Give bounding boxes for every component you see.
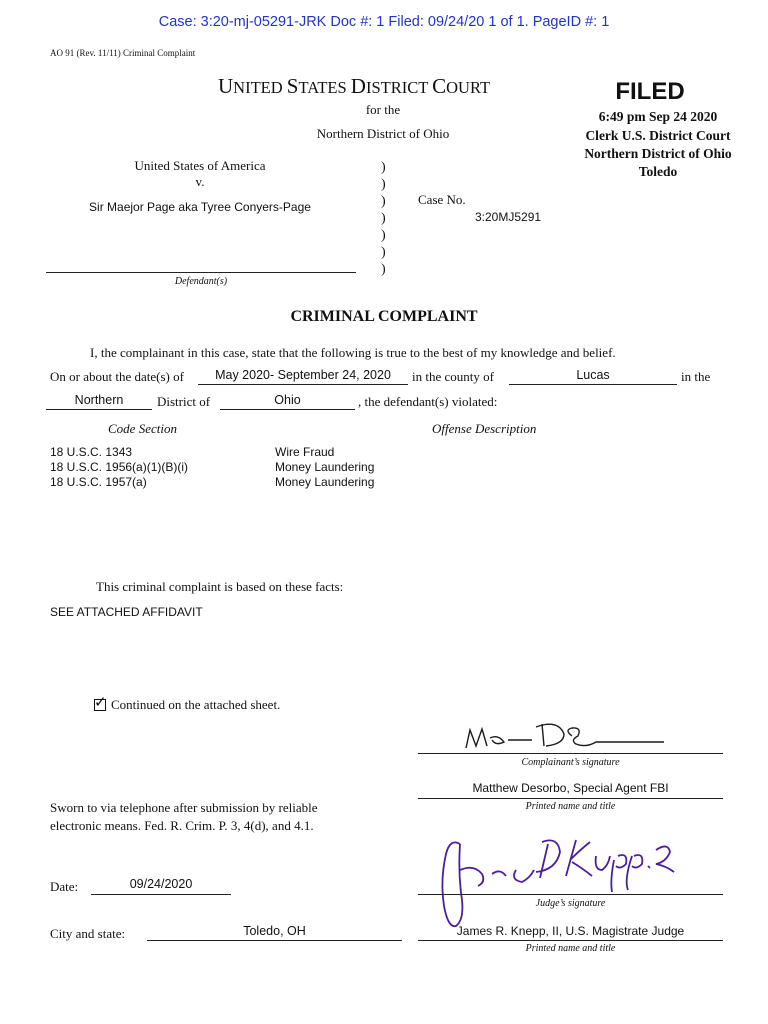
date-range-label: On or about the date(s) of <box>50 369 184 384</box>
paren-4: ) <box>381 211 386 226</box>
judge-signature-label: Judge’s signature <box>535 898 606 909</box>
court-district: Northern District of Ohio <box>316 126 450 141</box>
district-region-line <box>46 409 152 410</box>
filed-stamp <box>558 78 758 180</box>
complainant-signature-line <box>418 753 723 754</box>
offense-desc: Money Laundering <box>275 475 375 489</box>
checkmark-icon: ✓ <box>94 693 107 711</box>
court-title-rest: NITED <box>233 78 287 97</box>
court-title-rest: OURT <box>446 78 491 97</box>
paren-1: ) <box>381 160 386 175</box>
court-title-rest: TATES <box>298 78 351 97</box>
sworn-line-2: electronic means. Fed. R. Crim. P. 3, 4(d), and 4.1. <box>50 818 314 833</box>
district-region-value: Northern <box>74 393 124 407</box>
paren-6: ) <box>381 245 386 260</box>
paren-2: ) <box>381 177 386 192</box>
case-no-label: Case No. <box>418 192 466 207</box>
complainant-printed-label: Printed name and title <box>525 801 616 812</box>
county-label: in the county of <box>412 369 494 384</box>
filed-label: FILED <box>615 78 685 105</box>
code-section-header: Code Section <box>108 421 177 436</box>
court-title-initial: S <box>286 74 299 98</box>
continued-checkbox[interactable] <box>94 693 107 711</box>
judge-name-line <box>418 940 723 941</box>
paren-3: ) <box>381 194 386 209</box>
date-line <box>91 894 231 895</box>
versus-label: v. <box>195 174 205 189</box>
court-title-rest: ISTRICT <box>365 78 433 97</box>
defendant-label: Defendant(s) <box>174 276 228 287</box>
paren-5: ) <box>381 228 386 243</box>
state-line <box>220 409 355 410</box>
offense-code: 18 U.S.C. 1343 <box>50 445 133 459</box>
defendant-name: Sir Maejor Page aka Tyree Conyers-Page <box>89 200 311 214</box>
case-no-value: 3:20MJ5291 <box>475 210 542 224</box>
court-title-initial: D <box>350 74 366 98</box>
judge-signature <box>430 830 680 938</box>
in-the-label: in the <box>681 369 711 384</box>
date-range-value: May 2020- September 24, 2020 <box>215 368 391 382</box>
sworn-line-1: Sworn to via telephone after submission by reliable <box>50 800 318 815</box>
offense-code: 18 U.S.C. 1957(a) <box>50 475 147 489</box>
judge-printed-label: Printed name and title <box>525 943 616 954</box>
for-the: for the <box>365 102 401 117</box>
court-title-initial: U <box>218 74 234 98</box>
facts-value: SEE ATTACHED AFFIDAVIT <box>50 605 203 619</box>
city-state-label: City and state: <box>50 926 126 941</box>
facts-label: This criminal complaint is based on these facts: <box>96 579 344 594</box>
continued-label: Continued on the attached sheet. <box>111 697 281 712</box>
state-value: Ohio <box>274 393 301 407</box>
offense-row <box>50 445 550 490</box>
offense-code: 18 U.S.C. 1956(a)(1)(B)(i) <box>50 460 189 474</box>
filed-district: Northern District of Ohio <box>584 146 732 161</box>
paren-7: ) <box>381 262 386 277</box>
city-state-value: Toledo, OH <box>243 924 306 938</box>
violated-label: , the defendant(s) violated: <box>358 394 498 409</box>
judge-printed-name: James R. Knepp, II, U.S. Magistrate Judge <box>456 924 685 938</box>
complainant-name-line <box>418 798 723 799</box>
complainant-signature-label: Complainant’s signature <box>521 757 620 768</box>
district-of-label: District of <box>157 394 211 409</box>
date-value: 09/24/2020 <box>129 877 193 891</box>
offense-desc: Money Laundering <box>275 460 375 474</box>
complainant-printed-name: Matthew Desorbo, Special Agent FBI <box>472 781 669 795</box>
date-label: Date: <box>50 879 79 894</box>
county-value: Lucas <box>576 368 610 382</box>
filed-clerk: Clerk U.S. District Court <box>585 128 731 143</box>
case-header: Case: 3:20-mj-05291-JRK Doc #: 1 Filed: 09/24/20 1 of 1. PageID #: 1 <box>158 14 610 30</box>
complaint-title: CRIMINAL COMPLAINT <box>290 308 478 325</box>
filed-time: 6:49 pm Sep 24 2020 <box>598 109 718 124</box>
court-title-initial: C <box>432 74 447 98</box>
city-state-line <box>147 940 402 941</box>
filed-city: Toledo <box>638 164 678 179</box>
county-line <box>509 384 677 385</box>
form-id: AO 91 (Rev. 11/11) Criminal Complaint <box>50 48 196 58</box>
court-title <box>218 74 558 99</box>
offense-description-header: Offense Description <box>432 421 537 436</box>
date-range-line <box>198 384 408 385</box>
complaint-intro: I, the complainant in this case, state that the following is true to the best of my knowledge and belief. <box>90 345 616 360</box>
plaintiff-name: United States of America <box>134 158 266 173</box>
complainant-signature <box>460 718 700 754</box>
defendant-line <box>46 272 356 273</box>
judge-signature-line <box>418 894 723 895</box>
offense-desc: Wire Fraud <box>275 445 335 459</box>
